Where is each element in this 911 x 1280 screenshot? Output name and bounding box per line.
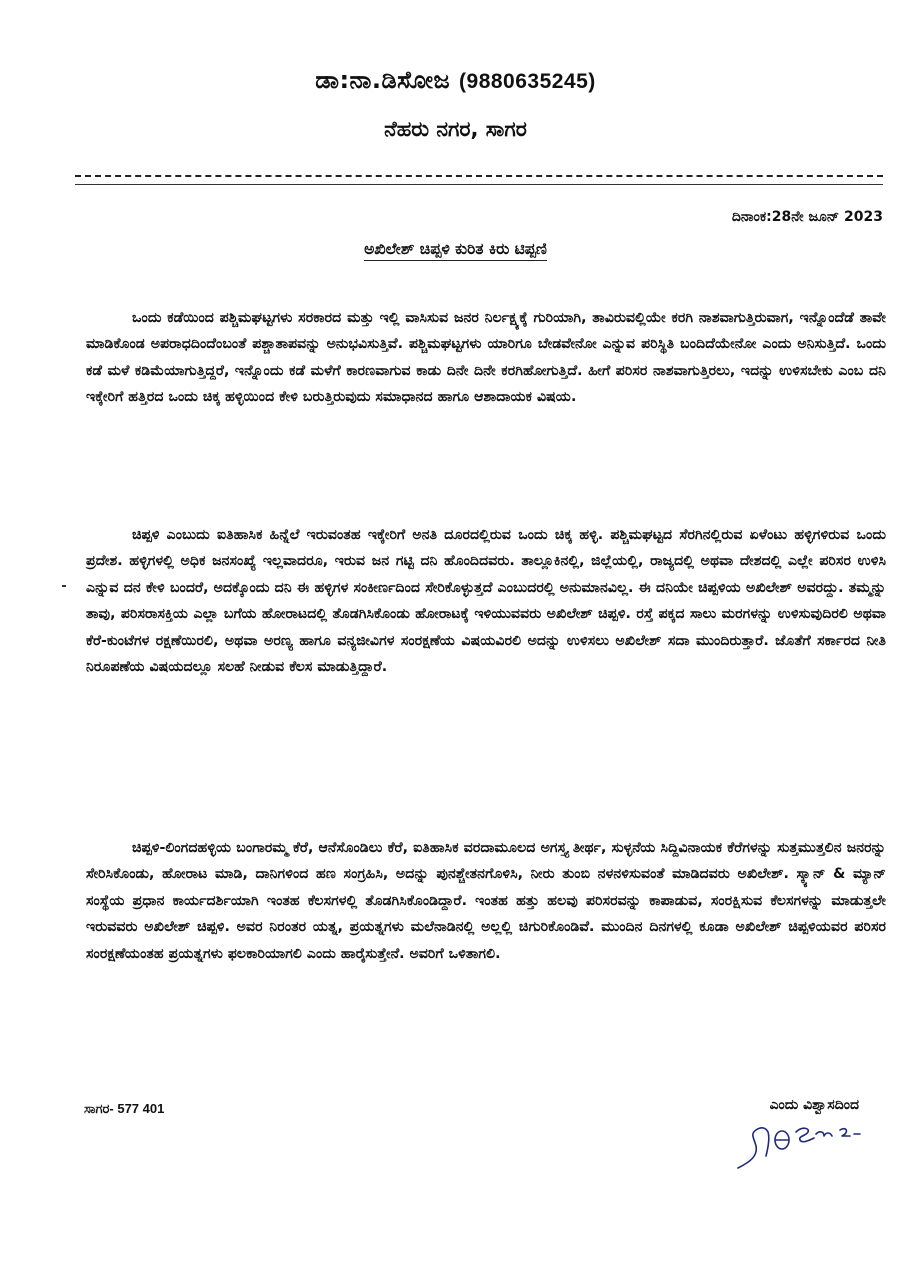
solid-divider [75,184,883,185]
author-name: ಡಾ:ನಾ.ಡಿಸೋಜ [315,66,451,94]
author-address: ನೆಹರು ನಗರ, ಸಾಗರ [384,117,527,141]
place-pincode: ಸಾಗರ- 577 401 [84,1101,165,1116]
letter-date: ದಿನಾಂಕ:28ನೇ ಜೂನ್ 2023 [731,209,883,225]
closing-salutation: ಎಂದು ವಿಶ್ವಾಸದಿಂದ [769,1097,859,1113]
document-title-text: ಅಖಿಲೇಶ್ ಚಿಪ್ಪಳಿ ಕುರಿತ ಕಿರು ಟಿಪ್ಪಣಿ [364,240,547,261]
author-name-line [0,66,911,94]
handwritten-signature [732,1118,882,1173]
body-paragraph-3: ಚಿಪ್ಪಳಿ-ಲಿಂಗದಹಳ್ಳಿಯ ಬಂಗಾರಮ್ಮ ಕೆರೆ, ಆನೆಸೊಂಡಿಲು ಕೆರೆ, ಐತಿಹಾಸಿಕ ವರದಾಮೂಲದ ಅಗಸ್ತ್ಯ ತೀರ್ಥ, ಸುಳ್ಳನೆಯ ಸಿದ್ದಿವಿನಾಯಕ ಕೆರೆಗಳನ್ನು ಸುತ್ತಮುತ್ತಲಿನ ಜನರನ್ನು ಸೇರಿಸಿಕೊಂಡು, ಹೋರಾಟ ಮಾಡಿ, ದಾನಿಗಳಿಂದ ಹಣ ಸಂಗ್ರಹಿಸಿ, ಅದನ್ನು ಪುನಶ್ಚೇತನಗೊಳಿಸಿ, ನೀರು ತುಂಬಿ ನಳನಳಿಸುವಂತೆ ಮಾಡಿದವರು ಅಖಿಲೇಶ್. ಸ್ಕ್ಯಾನ್ & ಮ್ಯಾನ್ ಸಂಸ್ಥೆಯ ಪ್ರಧಾನ ಕಾರ್ಯದರ್ಶಿಯಾಗಿ ಇಂತಹ ಕೆಲಸಗಳಲ್ಲಿ ತೊಡಗಿಸಿಕೊಂಡಿದ್ದಾರೆ. ಇಂತಹ ಹತ್ತು ಹಲವು ಪರಿಸರವನ್ನು ಕಾಪಾಡುವ, ಸಂರಕ್ಷಿಸುವ ಕೆಲಸಗಳನ್ನು ಮಾಡುತ್ತಲೇ ಇರುವವರು ಅಖಿಲೇಶ್ ಚಿಪ್ಪಳಿ. ಅವರ ನಿರಂತರ ಯತ್ನ, ಪ್ರಯತ್ನಗಳು ಮಲೆನಾಡಿನಲ್ಲಿ ಅಲ್ಲಲ್ಲಿ ಚಿಗುರಿಕೊಂಡಿವೆ. ಮುಂದಿನ ದಿನಗಳಲ್ಲಿ ಕೂಡಾ ಅಖಿಲೇಶ್ ಚಿಪ್ಪಳಿಯವರ ಪರಿಸರ ಸಂರಕ್ಷಣೆಯಂತಹ ಪ್ರಯತ್ನಗಳು ಫಲಕಾರಿಯಾಗಲಿ ಎಂದು ಹಾರೈಸುತ್ತೇನೆ. ಅವರಿಗೆ ಒಳಿತಾಗಲಿ. [86,840,886,962]
document-title [0,240,911,259]
body-paragraph-2: ಚಿಪ್ಪಳಿ ಎಂಬುದು ಐತಿಹಾಸಿಕ ಹಿನ್ನೆಲೆ ಇರುವಂತಹ ಇಕ್ಕೇರಿಗೆ ಅನತಿ ದೂರದಲ್ಲಿರುವ ಒಂದು ಚಿಕ್ಕ ಹಳ್ಳಿ. ಪಶ್ಚಿಮಘಟ್ಟದ ಸೆರಗಿನಲ್ಲಿರುವ ಏಳೆಂಟು ಹಳ್ಳಿಗಳಿರುವ ಒಂದು ಪ್ರದೇಶ. ಹಳ್ಳಿಗಳಲ್ಲಿ ಅಧಿಕ ಜನಸಂಖ್ಯೆ ಇಲ್ಲವಾದರೂ, ಇರುವ ಜನ ಗಟ್ಟಿ ದನಿ ಹೊಂದಿದವರು. ತಾಲ್ಲೂಕಿನಲ್ಲಿ, ಜಿಲ್ಲೆಯಲ್ಲಿ, ರಾಜ್ಯದಲ್ಲಿ ಅಥವಾ ದೇಶದಲ್ಲಿ ಎಲ್ಲೇ ಪರಿಸರ ಉಳಿಸಿ ಎನ್ನುವ ದನ ಕೇಳಿ ಬಂದರೆ, ಅದಕ್ಕೊಂದು ದನಿ ಈ ಹಳ್ಳಿಗಳ ಸಂಕೀರ್ಣದಿಂದ ಸೇರಿಕೊಳ್ಳುತ್ತದೆ ಎಂಬುದರಲ್ಲಿ ಅನುಮಾನವಿಲ್ಲ. ಈ ದನಿಯೇ ಚಿಪ್ಪಳಿಯ ಅಖಿಲೇಶ್ ಅವರದ್ದು. ತಮ್ಮನ್ನು ತಾವು, ಪರಿಸರಾಸಕ್ತಿಯ ಎಲ್ಲಾ ಬಗೆಯ ಹೋರಾಟದಲ್ಲಿ ತೊಡಗಿಸಿಕೊಂಡು ಹೋರಾಟಕ್ಕೆ ಇಳಿಯುವವರು ಅಖಿಲೇಶ್ ಚಿಪ್ಪಳಿ. ರಸ್ತೆ ಪಕ್ಕದ ಸಾಲು ಮರಗಳನ್ನು ಉಳಿಸುವುದಿರಲಿ ಅಥವಾ ಕೆರೆ-ಕುಂಟೆಗಳ ರಕ್ಷಣೆಯಿರಲಿ, ಅಥವಾ ಅರಣ್ಯ ಹಾಗೂ ವನ್ಯಜೀವಿಗಳ ಸಂರಕ್ಷಣೆಯ ವಿಷಯವಿರಲಿ ಅದನ್ನು ಉಳಿಸಲು ಅಖಿಲೇಶ್ ಸದಾ ಮುಂದಿರುತ್ತಾರೆ. ಜೊತೆಗೆ ಸರ್ಕಾರದ ನೀತಿ ನಿರೂಪಣೆಯ ವಿಷಯದಲ್ಲೂ ಸಲಹೆ ನೀಡುವ ಕೆಲಸ ಮಾಡುತ್ತಿದ್ದಾರೆ. [86,527,886,676]
author-phone: (9880635245) [459,70,596,93]
body-paragraph-1: ಒಂದು ಕಡೆಯಿಂದ ಪಶ್ಚಿಮಘಟ್ಟಗಳು ಸರಕಾರದ ಮತ್ತು ಇಲ್ಲಿ ವಾಸಿಸುವ ಜನರ ನಿರ್ಲಕ್ಷ್ಯಕ್ಕೆ ಗುರಿಯಾಗಿ, ತಾವಿರುವಲ್ಲಿಯೇ ಕರಗಿ ನಾಶವಾಗುತ್ತಿರುವಾಗ, ಇನ್ನೊಂದೆಡೆ ತಾವೇ ಮಾಡಿಕೊಂಡ ಅಪರಾಧದಿಂದೆಂಬಂತೆ ಪಶ್ಚಾತಾಪವನ್ನು ಅನುಭವಿಸುತ್ತಿವೆ. ಪಶ್ಚಿಮಘಟ್ಟಗಳು ಯಾರಿಗೂ ಬೇಡವೇನೋ ಎನ್ನುವ ಪರಿಸ್ಥಿತಿ ಬಂದಿದೆಯೇನೋ ಎಂದು ಅನಿಸುತ್ತಿದೆ. ಒಂದು ಕಡೆ ಮಳೆ ಕಡಿಮೆಯಾಗುತ್ತಿದ್ದರೆ, ಇನ್ನೊಂದು ಕಡೆ ಮಳೆಗೆ ಕಾರಣವಾಗುವ ಕಾಡು ದಿನೇ ದಿನೇ ಕರಗಿಹೋಗುತ್ತಿದೆ. ಹೀಗೆ ಪರಿಸರ ನಾಶವಾಗುತ್ತಿರಲು, ಇದನ್ನು ಉಳಿಸಬೇಕು ಎಂಬ ದನಿ ಇಕ್ಕೇರಿಗೆ ಹತ್ತಿರದ ಒಂದು ಚಿಕ್ಕ ಹಳ್ಳಿಯಿಂದ ಕೇಳಿ ಬರುತ್ತಿರುವುದು ಸಮಾಧಾನದ ಹಾಗೂ ಆಶಾದಾಯಕ ವಿಷಯ. [86,310,886,406]
dashed-divider [75,175,883,177]
stray-ink-mark [62,585,66,587]
